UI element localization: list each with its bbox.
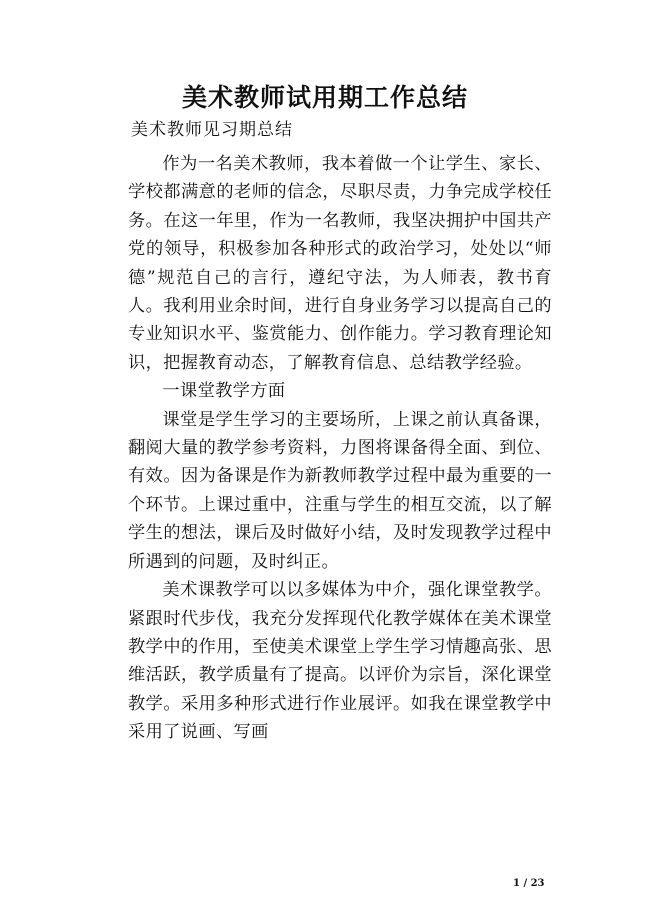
paragraph-intro: 作为一名美术教师，我本着做一个让学生、家长、学校都满意的老师的信念，尽职尽责，力争完成学校任务。在这一年里，作为一名教师，我坚决拥护中国共产党的领导，积极参加各种形式的政治学习，处处以“师德”规范自己的言行，遵纪守法，为人师表，教书育人。我利用业余时间，进行自身业务学习以提高自己的专业知识水平、鉴赏能力、创作能力。学习教育理论知识，把握教育动态，了解教育信息、总结教学经验。 [128, 154, 552, 373]
document-title: 美术教师试用期工作总结 [181, 83, 468, 112]
document-body [128, 150, 552, 747]
paragraph-classroom: 课堂是学生学习的主要场所，上课之前认真备课，翻阅大量的教学参考资料，力图将课备得全面、到位、有效。因为备课是作为新教师教学过程中最为重要的一个环节。上课过重中，注重与学生的相互交流，以了解学生的想法，课后及时做好小结，及时发现教学过程中所遇到的问题，及时纠正。 [128, 409, 552, 572]
section-heading-classroom: 一课堂教学方面 [162, 381, 286, 402]
document-subtitle: 美术教师见习期总结 [131, 120, 293, 140]
paragraph-multimedia: 美术课教学可以以多媒体为中介，强化课堂教学。紧跟时代步伐，我充分发挥现代化教学媒体在美术课堂教学中的作用，至使美术课堂上学生学习情趣高张、思维活跃，教学质量有了提高。以评价为宗旨，深化课堂教学。采用多种形式进行作业展评。如我在课堂教学中采用了说画、写画 [128, 580, 552, 743]
page-number: 1 / 23 [513, 878, 545, 889]
